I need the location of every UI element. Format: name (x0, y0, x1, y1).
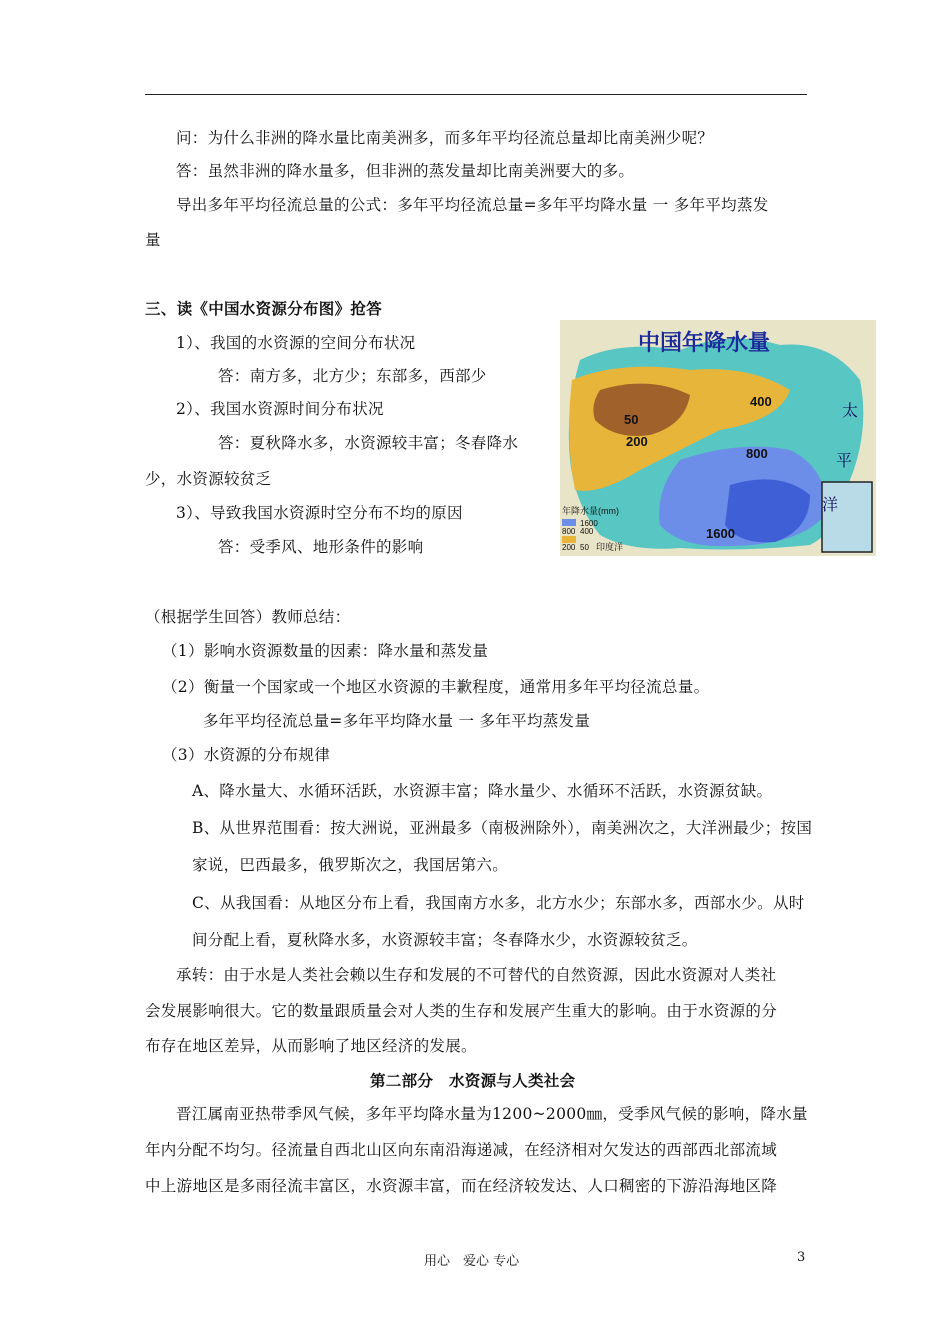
footer-motto: 用心 爱心 专心 (424, 1254, 520, 1269)
map-ocean-label-tai: 太 (842, 403, 859, 420)
map-label-400: 400 (750, 394, 772, 409)
question-line: 问：为什么非洲的降水量比南美洲多，而多年平均径流总量却比南美洲少呢？ (176, 129, 714, 147)
legend-label-1600: 1600 (580, 519, 598, 528)
jinjiang-line-2: 年内分配不均匀。径流量自西北山区向东南沿海递减，在经济相对欠发达的西部西北部流域 (145, 1141, 778, 1159)
s3-answer-2-cont: 少，水资源较贫乏 (145, 470, 272, 488)
point-1: （1）影响水资源数量的因素：降水量和蒸发量 (162, 642, 489, 660)
jinjiang-line-1: 晋江属南亚热带季风气候，多年平均降水量为1200~2000㎜，受季风气候的影响，降水量 (176, 1105, 808, 1123)
map-label-1600: 1600 (706, 526, 735, 541)
transition-line-2: 会发展影响很大。它的数量跟质量会对人类的生存和发展产生重大的影响。由于水资源的分 (145, 1002, 778, 1020)
s3-question-1: 1）、我国的水资源的空间分布状况 (176, 334, 416, 352)
section-heading: 三、读《中国水资源分布图》抢答 (145, 299, 383, 318)
part-2-title: 第二部分 水资源与人类社会 (370, 1071, 576, 1090)
header-rule (145, 94, 807, 95)
answer-line: 答：虽然非洲的降水量多，但非洲的蒸发量却比南美洲要大的多。 (176, 162, 635, 180)
s3-question-2: 2）、我国水资源时间分布状况 (176, 400, 384, 418)
transition-line-1: 承转：由于水是人类社会赖以生存和发展的不可替代的自然资源，因此水资源对人类社 (176, 966, 777, 984)
legend-ocean-label: 印度洋 (596, 542, 624, 552)
legend-label-800: 800 (562, 527, 576, 536)
legend-swatch-200 (562, 536, 576, 543)
formula-intro-cont: 量 (145, 231, 161, 249)
point-b-line-2: 家说，巴西最多，俄罗斯次之，我国居第六。 (192, 856, 509, 874)
s3-answer-2: 答：夏秋降水多，水资源较丰富；冬春降水 (218, 434, 519, 452)
legend-swatch-800 (562, 519, 576, 526)
s3-answer-3: 答：受季风、地形条件的影响 (218, 538, 424, 556)
point-c-line-1: C、从我国看：从地区分布上看，我国南方水多，北方水少；东部水多，西部水少。从时 (192, 894, 805, 912)
map-label-200: 200 (626, 434, 648, 449)
point-2: （2）衡量一个国家或一个地区水资源的丰歉程度，通常用多年平均径流总量。 (162, 678, 710, 696)
point-2-formula: 多年平均径流总量=多年平均降水量 一 多年平均蒸发量 (203, 712, 591, 730)
s3-question-3: 3）、导致我国水资源时空分布不均的原因 (176, 504, 463, 522)
point-b-line-1: B、从世界范围看：按大洲说，亚洲最多（南极洲除外），南美洲次之，大洋洲最少；按国 (192, 819, 813, 837)
page-number: 3 (797, 1250, 806, 1265)
point-c-line-2: 间分配上看，夏秋降水多，水资源较丰富；冬春降水少，水资源较贫乏。 (192, 931, 698, 949)
summary-heading: （根据学生回答）教师总结： (145, 608, 351, 626)
point-3: （3）水资源的分布规律 (162, 746, 331, 764)
map-title: 中国年降水量 (638, 330, 771, 355)
legend-label-200: 200 (562, 543, 576, 552)
map-legend-title: 年降水量(mm) (562, 506, 619, 516)
jinjiang-line-3: 中上游地区是多雨径流丰富区，水资源丰富，而在经济较发达、人口稠密的下游沿海地区降 (145, 1177, 778, 1195)
map-label-800: 800 (746, 446, 768, 461)
map-inset-south-sea (822, 482, 872, 552)
china-precipitation-map (560, 320, 876, 556)
legend-label-50: 50 (580, 543, 589, 552)
map-label-50: 50 (624, 412, 639, 427)
transition-line-3: 布存在地区差异，从而影响了地区经济的发展。 (145, 1037, 477, 1055)
legend-label-400: 400 (580, 527, 594, 536)
s3-answer-1: 答：南方多，北方少；东部多，西部少 (218, 367, 487, 385)
map-ocean-label-yang: 洋 (822, 497, 839, 514)
point-a: A、降水量大、水循环活跃，水资源丰富；降水量少、水循环不活跃，水资源贫缺。 (192, 782, 773, 800)
formula-intro-line: 导出多年平均径流总量的公式：多年平均径流总量=多年平均降水量 一 多年平均蒸发 (176, 196, 769, 214)
map-ocean-label-ping: 平 (836, 453, 853, 470)
